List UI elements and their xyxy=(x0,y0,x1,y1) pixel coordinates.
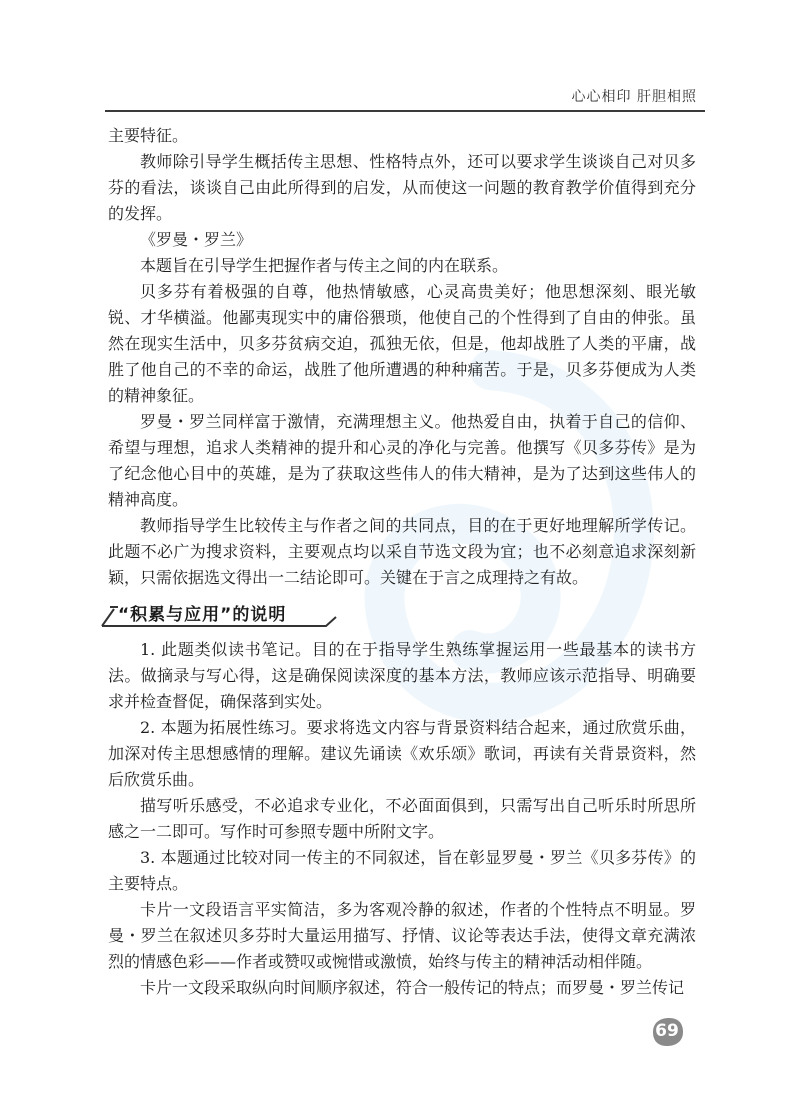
header-title: 心心相印 肝胆相照 xyxy=(571,89,697,105)
page-number: 69 xyxy=(655,1021,679,1041)
section-heading xyxy=(100,599,360,629)
paragraph: 主要特征。 xyxy=(108,126,189,145)
paragraph: 罗曼・罗兰同样富于激情，充满理想主义。他热爱自由，执着于自己的信仰、希望与理想，追求人类精神的提升和心灵的净化与完善。他撰写《贝多芬传》是为了纪念他心目中的英雄，是为了获取这些伟人的伟大精神，是为了达到这些伟人的精神高度。 xyxy=(108,412,696,509)
subheading-romain-rolland: 《罗曼・罗兰》 xyxy=(140,230,253,249)
page-header xyxy=(105,86,705,110)
paragraph: 2. 本题为拓展性练习。要求将选文内容与背景资料结合起来，通过欣赏乐曲，加深对传主思想感情的理解。建议先诵读《欢乐颂》歌词，再读有关背景资料，然后欣赏乐曲。 xyxy=(108,718,696,789)
page-number-badge xyxy=(649,1016,685,1048)
paragraph: 本题旨在引导学生把握作者与传主之间的内在联系。 xyxy=(140,256,509,275)
header-rule xyxy=(105,110,705,112)
paragraph: 教师除引导学生概括传主思想、性格特点外，还可以要求学生谈谈自己对贝多芬的看法，谈谈自己由此所得到的启发，从而使这一问题的教育教学价值得到充分的发挥。 xyxy=(108,152,696,223)
body-text xyxy=(108,123,696,1001)
paragraph: 卡片一文段语言平实简洁，多为客观冷静的叙述，作者的个性特点不明显。罗曼・罗兰在叙述贝多芬时大量运用描写、抒情、议论等表达手法，使得文章充满浓烈的情感色彩——作者或赞叹或惋惜或激愤，始终与传主的精神活动相伴随。 xyxy=(108,900,696,971)
paragraph: 描写听乐感受，不必追求专业化，不必面面俱到，只需写出自己听乐时所思所感之一二即可。写作时可参照专题中所附文字。 xyxy=(108,796,696,841)
paragraph: 贝多芬有着极强的自尊，他热情敏感，心灵高贵美好；他思想深刻、眼光敏锐、才华横溢。他鄙夷现实中的庸俗猥琐，他使自己的个性得到了自由的伸张。虽然在现实生活中，贝多芬贫病交迫，孤独无依，但是，他却战胜了人类的平庸，战胜了他自己的不幸的命运，战胜了他所遭遇的种种痛苦。于是，贝多芬便成为人类的精神象征。 xyxy=(108,282,696,405)
paragraph: 3. 本题通过比较对同一传主的不同叙述，旨在彰显罗曼・罗兰《贝多芬传》的主要特点。 xyxy=(108,848,696,893)
paragraph: 教师指导学生比较传主与作者之间的共同点，目的在于更好地理解所学传记。此题不必广为搜求资料，主要观点均以采自节选文段为宜；也不必刻意追求深刻新颖，只需依据选文得出一二结论即可。关键在于言之成理持之有故。 xyxy=(108,516,696,587)
paragraph: 1. 此题类似读书笔记。目的在于指导学生熟练掌握运用一些最基本的读书方法。做摘录与写心得，这是确保阅读深度的基本方法，教师应该示范指导、明确要求并检查督促，确保落到实处。 xyxy=(108,640,696,711)
section-title: “积累与应用”的说明 xyxy=(118,605,287,625)
paragraph: 卡片一文段采取纵向时间顺序叙述，符合一般传记的特点；而罗曼・罗兰传记 xyxy=(140,978,685,997)
